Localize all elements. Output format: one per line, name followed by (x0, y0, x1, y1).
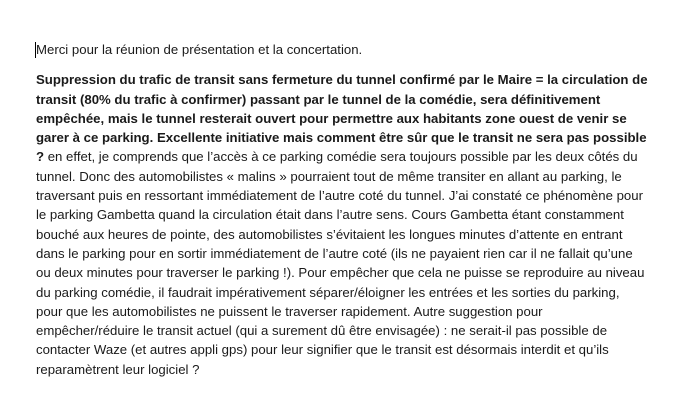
paragraph-greeting-text: Merci pour la réunion de présentation et la concertation. (36, 42, 363, 57)
text-cursor (35, 42, 36, 58)
paragraph-main (36, 70, 648, 379)
paragraph-main-body-text: en effet, je comprends que l’accès à ce parking comédie sera toujours possible par les deux côtés du tunnel. Donc des automobilistes « malins » pourraient tout de même transiter en allant au parking, le traversant puis en ressortant immédiatement de l’autre coté du tunnel. J’ai constaté ce phénomène pour le parking Gambetta quand la circulation était dans l’autre sens. Cours Gambetta étant constamment bouché aux heures de pointe, des automobilistes s’évitaient les longues minutes d’attente en entrant dans le parking pour en sortir immédiatement de l’autre coté (ils ne payaient rien car il ne fallait qu’une ou deux minutes pour traverser le parking !). Pour empêcher que cela ne puisse se reproduire au niveau du parking comédie, il faudrait impérativement séparer/éloigner les entrées et les sorties du parking, pour que les automobilistes ne puissent le traverser rapidement. Autre suggestion pour empêcher/réduire le transit actuel (qui a surement dû être envisagée) : ne serait-il pas possible de contacter Waze (et autres appli gps) pour leur signifier que le transit est désormais interdit et qu’ils reparamètrent leur logiciel ? (36, 149, 645, 377)
document-body[interactable] (36, 40, 648, 379)
paragraph-main-bold-text: Suppression du trafic de transit sans fermeture du tunnel confirmé par le Maire = la circulation de transit (80% du trafic à confirmer) passant par le tunnel de la comédie, sera définitivement empêchée, mais le tunnel resterait ouvert pour permettre aux habitants zone ouest de venir se garer à ce parking. Excellente initiative mais comment être sûr que le transit ne sera pas possible ? (36, 72, 648, 165)
paragraph-greeting (36, 40, 648, 59)
